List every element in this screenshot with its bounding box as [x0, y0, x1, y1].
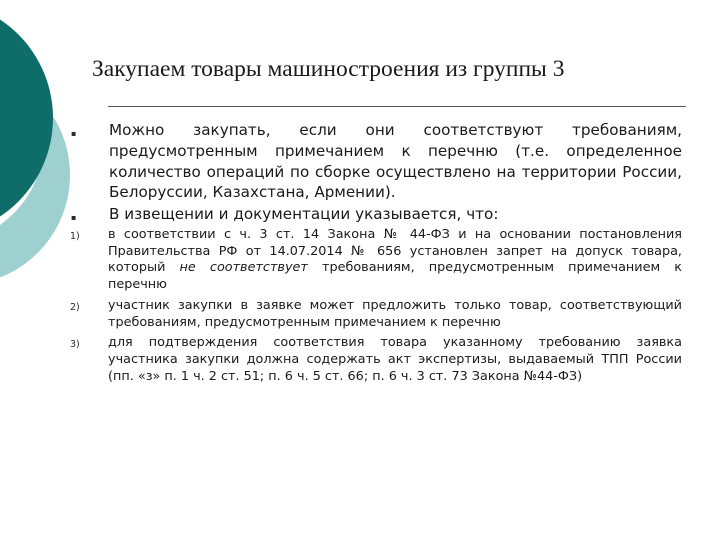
bullet-item [70, 204, 682, 225]
numbered-text: участник закупки в заявке может предложить только товар, соответствующий требованиям, предусмотренным примечанием к перечню [108, 297, 682, 330]
decorative-circles [0, 0, 80, 300]
bullet-text: В извещении и документации указывается, что: [109, 205, 499, 224]
bullet-item [70, 120, 682, 203]
numbered-item [70, 335, 682, 385]
title-divider [108, 106, 686, 107]
numbered-text [108, 227, 682, 294]
text-part: требованиям, предусмотренным примечанием к перечню [108, 260, 682, 293]
number-marker: 2) [70, 301, 80, 313]
emphasized-text: не соответствует [179, 260, 308, 276]
bullet-text: Можно закупать, если они соответствуют требованиям, предусмотренным примечанием к перечню (т.е. определенное количество операций по сборке осуществлено на территории России, Белоруссии, Казахстана, Армении). [109, 121, 682, 202]
numbered-text: для подтверждения соответствия товара указанному требованию заявка участника закупки должна содержать акт экспертизы, выдаваемый ТПП России (пп. «з» п. 1 ч. 2 ст. 51; п. 6 ч. 5 ст. 66; п. 6 ч. 3 ст. 73 Закона №44-ФЗ) [108, 335, 682, 384]
bullet-marker: ▪ [71, 129, 77, 138]
number-marker: 1) [70, 230, 80, 242]
text-part: в соответствии с ч. 3 ст. 14 Закона № 44-ФЗ и на основании постановления Правительства РФ от 14.07.2014 № 656 установлен запрет на допуск товара, который [108, 226, 682, 276]
numbered-item [70, 227, 682, 294]
numbered-item [70, 298, 682, 331]
slide-content [70, 120, 682, 385]
number-marker: 3) [70, 339, 80, 351]
bullet-marker: ▪ [71, 213, 77, 223]
slide-title: Закупаем товары машиностроения из группы 3 [92, 56, 565, 82]
